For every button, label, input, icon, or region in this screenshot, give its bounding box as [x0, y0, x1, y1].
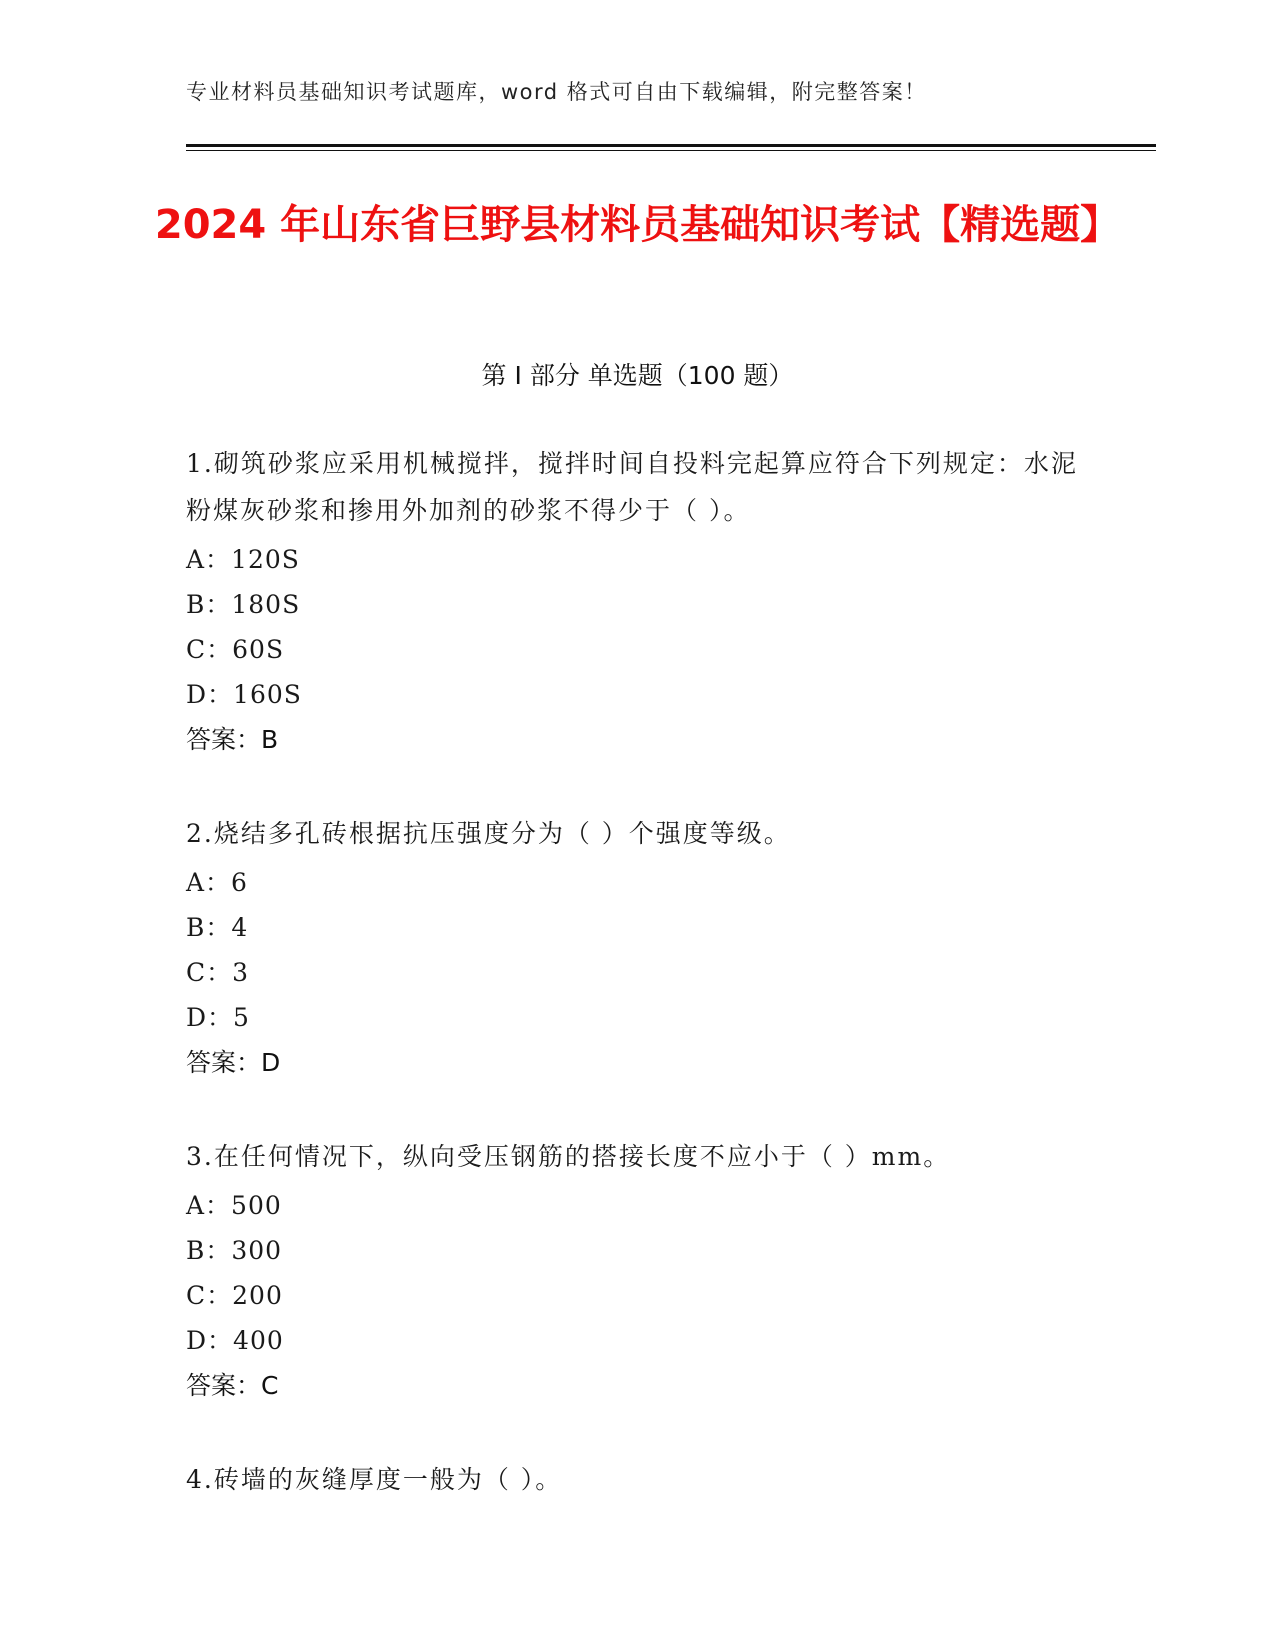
option-b: B：300 — [186, 1236, 283, 1265]
section-title: 第 I 部分 单选题（100 题） — [481, 361, 794, 390]
question-stem: 2.烧结多孔砖根据抗压强度分为（ ）个强度等级。 — [186, 819, 791, 848]
answer: 答案：B — [186, 725, 279, 754]
option-d: D：400 — [186, 1326, 284, 1355]
option-a: A：120S — [186, 545, 300, 574]
question-stem: 4.砖墙的灰缝厚度一般为（ ）。 — [186, 1465, 563, 1494]
header-note: 专业材料员基础知识考试题库，word 格式可自由下载编辑，附完整答案！ — [186, 80, 927, 104]
question-3 — [186, 1133, 1086, 1408]
header-divider-thin — [186, 150, 1156, 151]
document-title: 2024 年山东省巨野县材料员基础知识考试【精选题】 — [154, 202, 1121, 248]
option-d: D：5 — [186, 1003, 250, 1032]
header-divider-thick — [186, 144, 1156, 147]
question-2 — [186, 810, 1086, 1085]
question-list — [186, 440, 1086, 1551]
option-c: C：3 — [186, 958, 250, 987]
option-b: B：4 — [186, 913, 249, 942]
answer: 答案：C — [186, 1371, 279, 1400]
option-c: C：200 — [186, 1281, 283, 1310]
option-d: D：160S — [186, 680, 302, 709]
question-1 — [186, 440, 1086, 762]
option-b: B：180S — [186, 590, 301, 619]
answer: 答案：D — [186, 1048, 281, 1077]
question-stem: 1.砌筑砂浆应采用机械搅拌，搅拌时间自投料完起算应符合下列规定：水泥粉煤灰砂浆和掺用外加剂的砂浆不得少于（ ）。 — [186, 449, 1078, 525]
option-a: A：500 — [186, 1191, 282, 1220]
question-4 — [186, 1456, 1086, 1503]
option-c: C：60S — [186, 635, 285, 664]
question-stem: 3.在任何情况下，纵向受压钢筋的搭接长度不应小于（ ）mm。 — [186, 1142, 951, 1171]
option-a: A：6 — [186, 868, 248, 897]
